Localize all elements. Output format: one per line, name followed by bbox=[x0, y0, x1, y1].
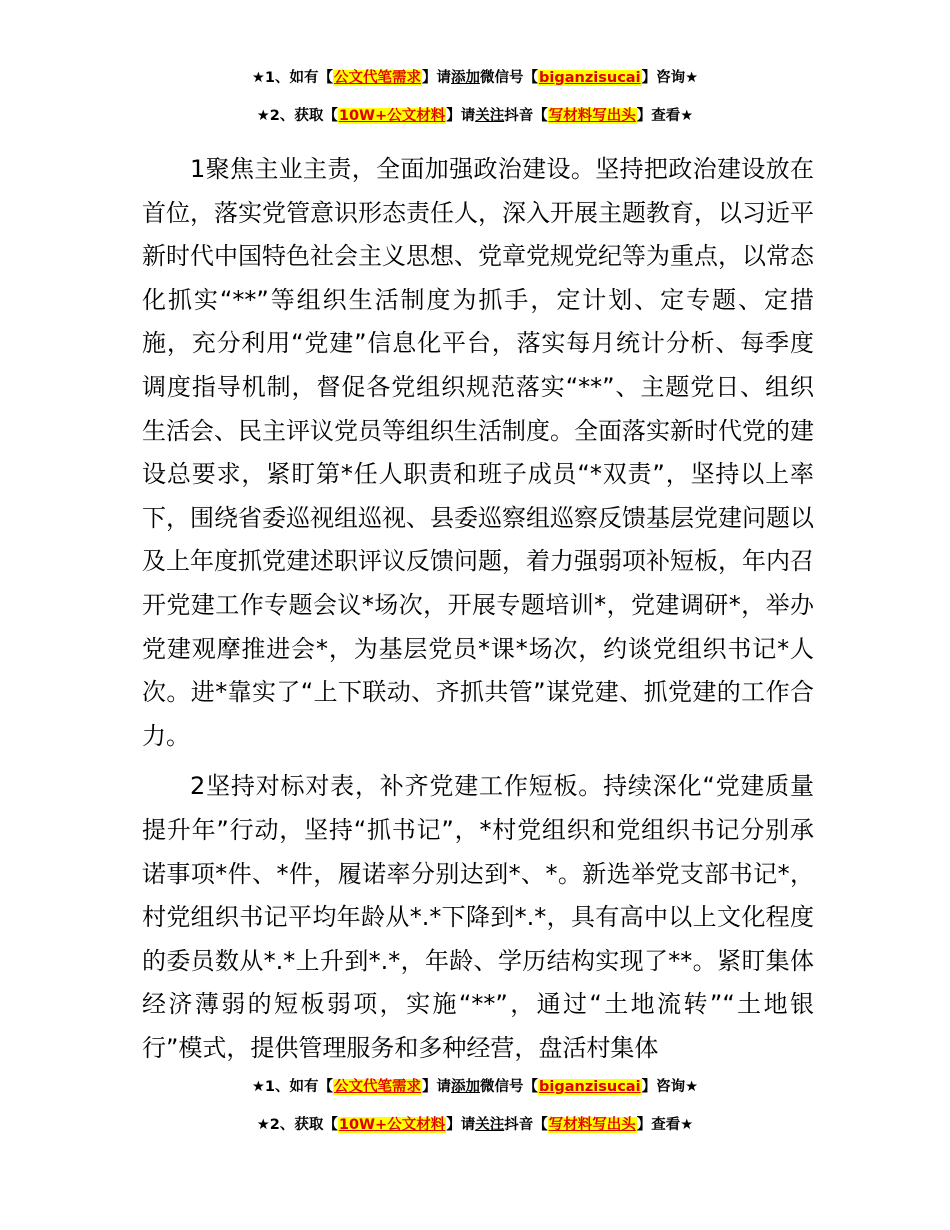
promo-prefix: ★1、如有【 bbox=[251, 1079, 334, 1095]
promo-text: 】请 bbox=[422, 1079, 452, 1095]
document-body bbox=[142, 148, 814, 1070]
promo-text: 】请 bbox=[446, 108, 476, 124]
promo-underlined-action: 添加 bbox=[451, 70, 481, 86]
promo-highlight-wechat-id: biganzisucai bbox=[539, 1079, 641, 1095]
promo-highlight-wechat-id: biganzisucai bbox=[539, 70, 641, 86]
promo-highlight-douyin-id: 写材料写出头 bbox=[548, 108, 636, 124]
promo-suffix: 】咨询★ bbox=[641, 1079, 699, 1095]
footer-promo-line-2 bbox=[0, 1114, 950, 1136]
paragraph-1: 1聚焦主业主责，全面加强政治建设。坚持把政治建设放在首位，落实党管意识形态责任人，深入开展主题教育，以习近平新时代中国特色社会主义思想、党章党规党纪等为重点，以常态化抓实“**”等组织生活制度为抓手，定计划、定专题、定措施，充分利用“党建”信息化平台，落实每月统计分析、每季度调度指导机制，督促各党组织规范落实“**”、主题党日、组织生活会、民主评议党员等组织生活制度。全面落实新时代党的建设总要求，紧盯第*任人职责和班子成员“*双责”，坚持以上率下，围绕省委巡视组巡视、县委巡察组巡察反馈基层党建问题以及上年度抓党建述职评议反馈问题，着力强弱项补短板，年内召开党建工作专题会议*场次，开展专题培训*，党建调研*，举办党建观摩推进会*，为基层党员*课*场次，约谈党组织书记*人次。进*靠实了“上下联动、齐抓共管”谋党建、抓党建的工作合力。 bbox=[142, 155, 814, 750]
promo-prefix: ★2、获取【 bbox=[256, 1117, 338, 1133]
promo-text: 抖音【 bbox=[504, 108, 548, 124]
promo-highlight-douyin-id: 写材料写出头 bbox=[548, 1117, 636, 1133]
paragraph-2: 2坚持对标对表，补齐党建工作短板。持续深化“党建质量提升年”行动，坚持“抓书记”，*村党组织和党组织书记分别承诺事项*件、*件，履诺率分别达到*、*。新选举党支部书记*，村党组织书记平均年龄从*.*下降到*.*，具有高中以上文化程度的委员数从*.*上升到*.*，年龄、学历结构实现了**。紧盯集体经济薄弱的短板弱项，实施“**”，通过“土地流转”“土地银行”模式，提供管理服务和多种经营，盘活村集体 bbox=[142, 772, 814, 1062]
promo-prefix: ★2、获取【 bbox=[256, 108, 338, 124]
promo-highlight-materials: 10W+公文材料 bbox=[338, 1117, 446, 1133]
footer-promo-line-1 bbox=[0, 1076, 950, 1098]
promo-underlined-action: 添加 bbox=[451, 1079, 481, 1095]
promo-prefix: ★1、如有【 bbox=[251, 70, 334, 86]
promo-underlined-action: 关注 bbox=[475, 1117, 505, 1133]
promo-text: 】请 bbox=[422, 70, 452, 86]
promo-suffix: 】查看★ bbox=[636, 1117, 694, 1133]
promo-highlight-service: 公文代笔需求 bbox=[334, 1079, 422, 1095]
promo-text: 微信号【 bbox=[480, 1079, 539, 1095]
promo-text: 】请 bbox=[446, 1117, 476, 1133]
header-promo-line-2 bbox=[0, 105, 950, 127]
promo-underlined-action: 关注 bbox=[475, 108, 505, 124]
header-promo-line-1 bbox=[0, 67, 950, 89]
promo-highlight-service: 公文代笔需求 bbox=[334, 70, 422, 86]
promo-suffix: 】咨询★ bbox=[641, 70, 699, 86]
promo-text: 抖音【 bbox=[504, 1117, 548, 1133]
promo-text: 微信号【 bbox=[480, 70, 539, 86]
promo-suffix: 】查看★ bbox=[636, 108, 694, 124]
promo-highlight-materials: 10W+公文材料 bbox=[338, 108, 446, 124]
